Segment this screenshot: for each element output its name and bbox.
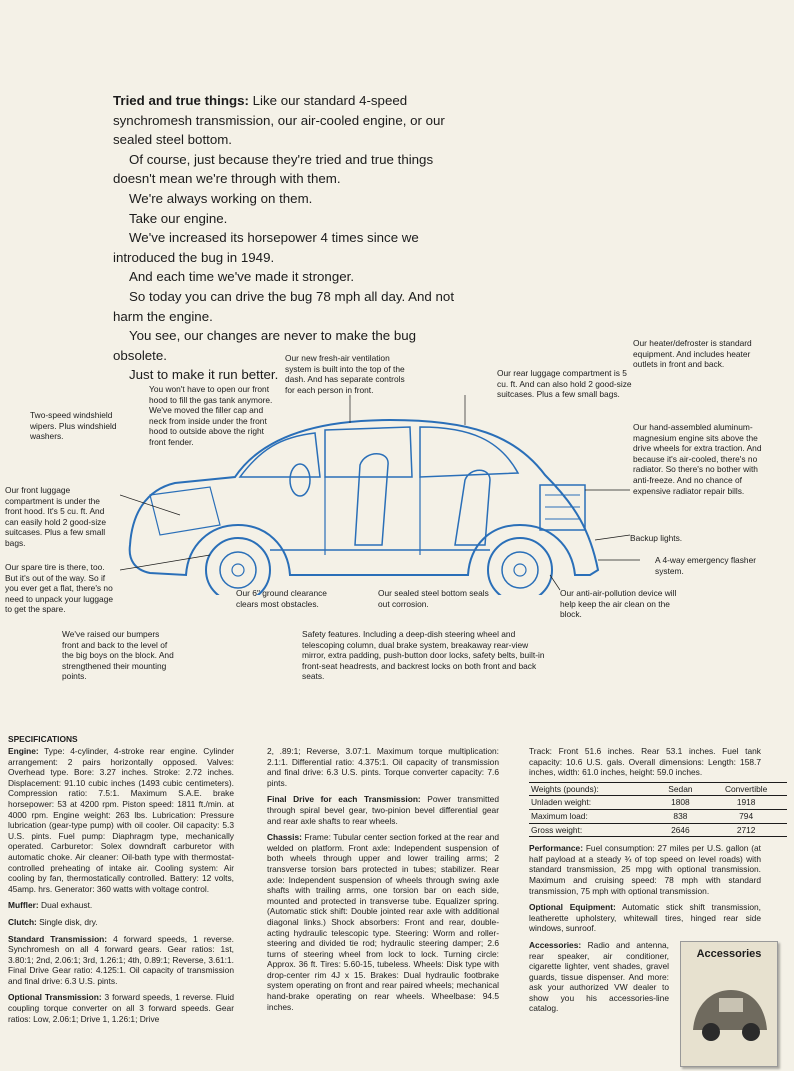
callout-safety: Safety features. Including a deep-dish steering wheel and telescoping column, dual brake system, breakaway rear-view mirror, extra padding, push-button door locks, safety belts, built-in front-seat headrests, and backrest locks on both front and back seats. <box>302 629 545 682</box>
callout-spare-tire: Our spare tire is there, too. But it's out of the way. So if you ever get a flat, there's no need to unpack your luggage to get the spare. <box>5 562 114 615</box>
spec-text: Radio and antenna, rear speaker, air conditioner, cigarette lighter, vent shades, gravel guards, tissue dispenser. And more: ask your authorized VW dealer to show you his accessories-line catalog. <box>529 939 669 1014</box>
spec-label: Accessories: <box>529 939 582 950</box>
callout-gas-tank: You won't have to open our front hood to fill the gas tank anymore. We've moved the filler cap and neck from inside under the front hood to outside above the right front fender. <box>149 384 273 447</box>
spec-label: Optional Equipment: <box>529 902 616 913</box>
table-row <box>529 809 787 823</box>
spec-label: Standard Transmission: <box>8 933 108 944</box>
callout-clearance: Our 6" ground clearance clears most obstacles. <box>236 588 327 609</box>
spec-final-drive <box>267 794 499 826</box>
spec-clutch <box>8 917 234 928</box>
intro-paragraph: So today you can drive the bug 78 mph all day. And not harm the engine. <box>113 288 455 324</box>
table-cell: 2646 <box>656 823 706 837</box>
callout-flasher: A 4-way emergency flasher system. <box>655 555 757 576</box>
spec-track: Track: Front 51.6 inches. Rear 53.1 inches. Fuel tank capacity: 10.6 U.S. gals. Overall dimensions: Length: 158.7 inches, width: 61.0 inches, height: 59.0 inches. <box>529 746 761 778</box>
table-cell: 794 <box>705 809 787 823</box>
table-cell: Maximum load: <box>529 809 656 823</box>
spec-text: 2, .89:1; Reverse, 3.07:1. Maximum torque multiplication: 2.1:1. Differential ratio: 4.375:1. Oil capacity of transmission and final drive: 6.3 U.S. pints. Torque converter capacity: 7.6 pints. <box>267 746 499 788</box>
steering-wheel <box>290 464 310 496</box>
spec-label: Muffler: <box>8 900 39 911</box>
spec-text: 3 forward speeds, 1 reverse. Fluid coupling torque converter on all 3 forward speeds. Gear ratios: Low, 2.06:1; Drive 1, 1.26:1; Drive <box>8 992 234 1024</box>
spec-optional-transmission <box>8 992 234 1024</box>
side-window-rear <box>420 427 518 477</box>
intro-paragraph: You see, our changes are never to make the bug obsolete. <box>113 328 417 363</box>
spec-text: Fuel consumption: 27 miles per U.S. gallon (at half payload at a steady ¾ of top speed on level roads) with standard transmission, 25 mpg with optional transmission. Maximum and cruising speed: 78 mph with standard transmission, 75 mph with optional transmission. <box>529 843 761 896</box>
front-seat <box>355 454 388 545</box>
intro-paragraph: Just to make it run better. <box>129 367 279 383</box>
spec-label: Optional Transmission: <box>8 992 102 1003</box>
table-header: Convertible <box>705 782 787 796</box>
spec-label: Clutch: <box>8 916 37 927</box>
spec-label: Performance: <box>529 843 583 854</box>
callout-bumpers: We've raised our bumpers front and back to the level of the big boys on the block. And strengthened their mounting points. <box>62 629 174 682</box>
callout-wipers: Two-speed windshield wipers. Plus windshield washers. <box>30 410 117 442</box>
side-window-front <box>325 427 412 477</box>
spec-performance <box>529 843 761 896</box>
spec-muffler <box>8 900 234 911</box>
table-cell: Gross weight: <box>529 823 656 837</box>
spec-text: Single disk, dry. <box>36 916 98 927</box>
spec-text: Power transmitted through spiral bevel gear, two-pinion bevel differential gear and rear axle shafts to rear wheels. <box>267 794 499 826</box>
intro-paragraph: Take our engine. <box>129 210 228 226</box>
spec-text: Type: 4-cylinder, 4-stroke rear engine. Cylinder arrangement: 2 pairs horizontally opposed. Valves: Overhead type. Bore: 3.27 inches. Stroke: 2.72 inches. Displacement: 91.10 cubic inches (1493 cubic centimeters). Compression ratio: 7.5:1. Maximum S.A.E. brake horsepower: 53 at 4200 rpm. Piston speed: 1811 ft./min. at 4000 rpm. Engine weight: 263 lbs. Lubrication: Pressure lubrication (gear-type pump) with oil cooler. Oil capacity: 5.3 U.S. pints. Fuel pump: Diaphragm type, mechanically operated. Carburetor: Solex downdraft carburetor with automatic choke. Air cleaner: Oil-bath type with thermostat-controlled preheating of intake air. Cooling system: Air cooling by fan, thermostatically controlled. Battery: 12 volts, 45amp. hrs. Generator: 360 watts with voltage control. <box>8 746 234 894</box>
callout-heater: Our heater/defroster is standard equipment. And includes heater outlets in front and back. <box>633 338 752 370</box>
specs-column-1 <box>8 746 234 1030</box>
intro-lead-bold: Tried and true things: <box>113 93 249 108</box>
spec-text: Frame: Tubular center section forked at the rear and welded on platform. Front axle: Independent suspension of both wheels through upper and lower trailing arms; 2 transverse torsion bars protected in tubes; stabilizer. Rear axle: Independent suspension of wheels through swing axle shafts with trailing arms, one torsion bar on each side, mounted and protected in transverse tube. Equalizer spring. (Automatic stick shift: Double jointed rear axle with additional diagonal links.) Shock absorbers: Front and rear, double-acting hydraulic telescopic type. Steering: Worm and roller-steering and divided tie rod; hydraulic steering damper; 2.6 turns of steering wheel from lock to lock. Turning circle: Approx. 36 ft. Tires: 5.60-15, tubeless. Wheels: Disk type with drop-center rim 4J x 15. Brakes: Dual hydraulic footbrake system operating on front and rear paired wheels; mechanical hand-brake operating on rear wheels. Wheelbase: 94.5 inches. <box>267 832 499 1012</box>
catalog-title: Accessories <box>696 948 762 960</box>
callout-engine: Our hand-assembled aluminum-magnesium engine sits above the drive wheels for extra traction. And because it's air-cooled, there's no radiator. So there's no bother with anti-freeze. And no chance of expensive radiator repair bills. <box>633 422 762 496</box>
spec-label: Chassis: <box>267 832 302 843</box>
callout-bottom: Our sealed steel bottom seals out corrosion. <box>378 588 489 609</box>
table-header-row <box>529 782 787 796</box>
intro-paragraph: Of course, just because they're tried and true things doesn't mean we're through with them. <box>113 151 434 187</box>
intro-copy <box>113 91 473 385</box>
table-cell: 1918 <box>705 796 787 810</box>
callout-rear-luggage: Our rear luggage compartment is 5 cu. ft. And can also hold 2 good-size suitcases. Plus a few small bags. <box>497 368 632 400</box>
intro-paragraph: We're always working on them. <box>129 190 313 206</box>
specifications-heading: SPECIFICATIONS <box>8 734 78 744</box>
callout-ventilation: Our new fresh-air ventilation system is built into the top of the dash. And has separate controls for each person in front. <box>285 353 405 395</box>
spec-label: Final Drive for each Transmission: <box>267 794 421 805</box>
intro-paragraph: We've increased its horsepower 4 times since we introduced the bug in 1949. <box>113 230 419 265</box>
spec-text: Automatic stick shift transmission, leatherette upholstery, whitewall tires, hinged rear side windows, sunroof. <box>529 902 761 934</box>
spec-transmission-continued <box>267 746 499 788</box>
rear-seat <box>455 470 490 545</box>
table-cell: 838 <box>656 809 706 823</box>
table-cell: Unladen weight: <box>529 796 656 810</box>
spec-text: 4 forward speeds, 1 reverse. Synchromesh on all 4 forward gears. Gear ratios: 1st, 3.80:1; 2nd, 2.06:1; 3rd, 1.26:1; 4th, 0.89:1; Reverse, 3.61:1. Final Drive Gear ratio: 4.125:1. Oil capacity of transmission and final drive: 6.3 U.S. pints. <box>8 933 234 986</box>
front-luggage-area <box>150 487 220 535</box>
intro-lead <box>113 91 473 150</box>
table-cell: 2712 <box>705 823 787 837</box>
intro-paragraph: And each time we've made it stronger. <box>129 269 355 285</box>
spec-chassis <box>267 832 499 1012</box>
door-line <box>325 477 420 555</box>
spec-standard-transmission <box>8 934 234 987</box>
table-row <box>529 823 787 837</box>
rear-wheel <box>488 538 552 595</box>
callout-front-luggage: Our front luggage compartment is under the front hood. It's 5 cu. ft. And can easily hold 2 good-size suitcases. Plus a few small bags. <box>5 485 107 548</box>
accessories-catalog-image <box>680 941 778 1067</box>
table-header: Sedan <box>656 782 706 796</box>
spec-engine <box>8 746 234 894</box>
table-cell: 1808 <box>656 796 706 810</box>
weights-table <box>529 782 787 837</box>
car-body-outline <box>130 420 598 575</box>
intro-lead-rest: Like our standard 4-speed synchromesh transmission, our air-cooled engine, or our sealed steel bottom. <box>113 93 445 148</box>
spec-accessories <box>529 940 669 1014</box>
beetle-cutaway-drawing <box>120 395 640 595</box>
catalog-car-icon <box>681 960 777 1050</box>
spec-label: Engine: <box>8 746 39 756</box>
spec-optional-equipment <box>529 902 761 934</box>
front-wheel <box>206 538 270 595</box>
specs-column-2 <box>267 746 499 1018</box>
callout-pollution: Our anti-air-pollution device will help keep the air clean on the block. <box>560 588 677 620</box>
spec-text: Dual exhaust. <box>38 900 93 911</box>
callout-backup-lights: Backup lights. <box>630 533 683 543</box>
table-header: Weights (pounds): <box>529 782 656 796</box>
table-row <box>529 796 787 810</box>
